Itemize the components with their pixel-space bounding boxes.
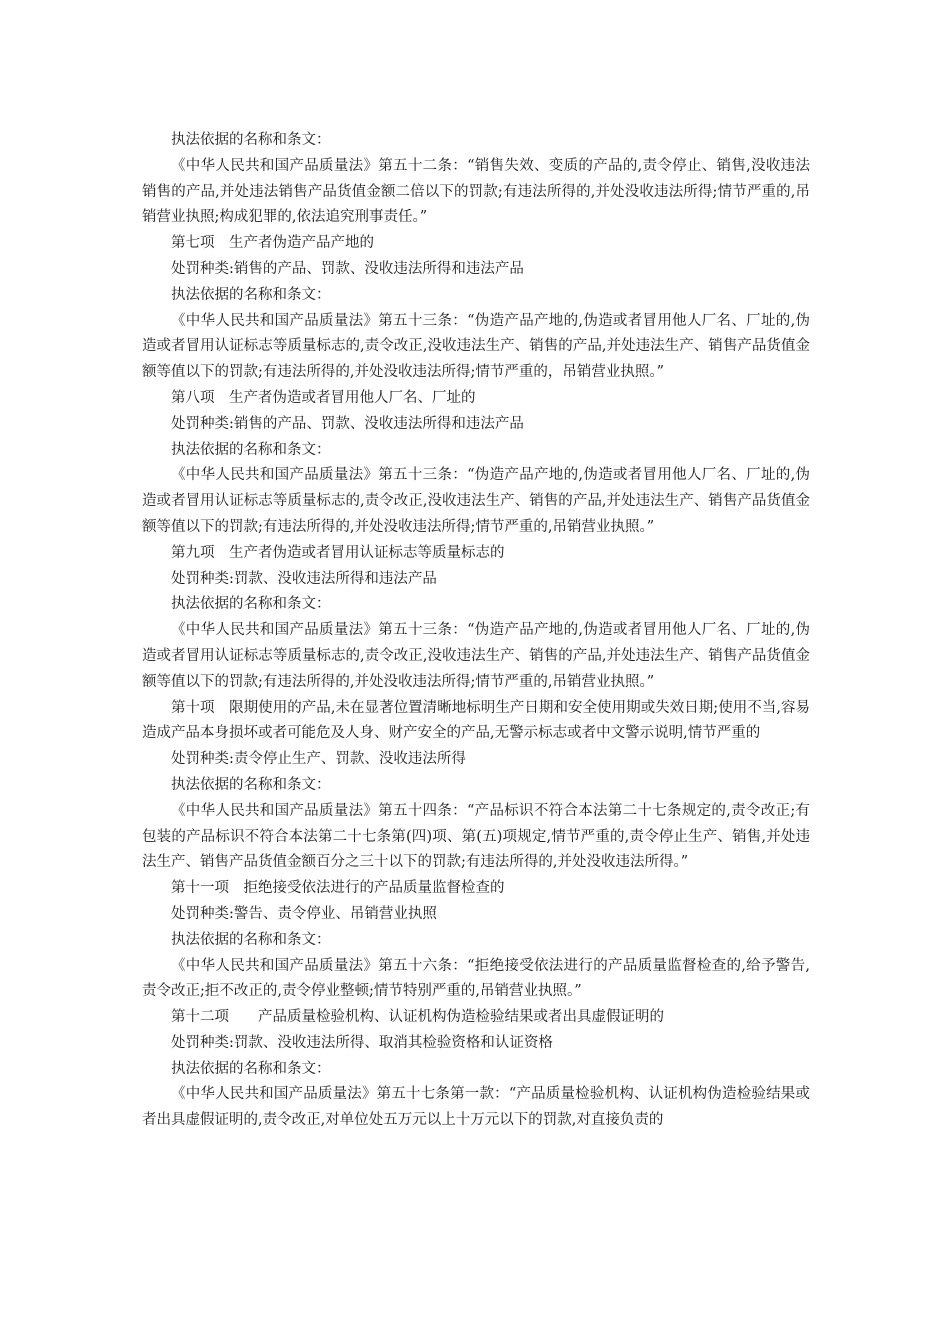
item-heading: 第十一项 拒绝接受依法进行的产品质量监督检查的: [171, 880, 505, 897]
paragraph: 《中华人民共和国产品质量法》第五十三条：“伪造产品产地的,伪造或者冒用他人厂名、厂址的,伪造或者冒用认证标志等质量标志的,责令改正,没收违法生产、销售的产品,并处违法生产、销售产品货值金额等值以下的罚款;有违法所得的,并处没收违法所得;情节严重的,吊销营业执照。”: [142, 622, 810, 690]
item-heading: 第九项 生产者伪造或者冒用认证标志等质量标志的: [171, 544, 505, 561]
item-heading: 第十项 限期使用的产品,未在显著位置清晰地标明生产日期和安全使用期或失效日期;使用不当,容易造成产品本身损坏或者可能危及人身、财产安全的产品,无警示标志或者中文警示说明,情节严重的: [142, 699, 810, 742]
paragraph: 执法依据的名称和条文：: [171, 931, 331, 948]
document-body: [142, 128, 810, 1134]
paragraph: 《中华人民共和国产品质量法》第五十三条：“伪造产品产地的,伪造或者冒用他人厂名、厂址的,伪造或者冒用认证标志等质量标志的,责令改正,没收违法生产、销售的产品,并处违法生产、销售产品货值金额等值以下的罚款;有违法所得的,并处没收违法所得;情节严重的,吊销营业执照。”: [142, 467, 810, 535]
paragraph: 处罚种类:警告、责令停业、吊销营业执照: [171, 905, 437, 922]
paragraph: 执法依据的名称和条文：: [171, 596, 331, 613]
paragraph: 处罚种类:销售的产品、罚款、没收违法所得和违法产品: [171, 415, 524, 432]
item-heading: 第七项 生产者伪造产品产地的: [171, 235, 374, 252]
paragraph: 《中华人民共和国产品质量法》第五十三条：“伪造产品产地的,伪造或者冒用他人厂名、厂址的,伪造或者冒用认证标志等质量标志的,责令改正,没收违法生产、销售的产品,并处违法生产、销售产品货值金额等值以下的罚款;有违法所得的,并处没收违法所得;情节严重的，吊销营业执照。”: [142, 312, 810, 381]
paragraph: 《中华人民共和国产品质量法》第五十二条：“销售失效、变质的产品的,责令停止、销售,没收违法销售的产品,并处违法销售产品货值金额二倍以下的罚款;有违法所得的,并处没收违法所得;情节严重的,吊销营业执照;构成犯罪的,依法追究刑事责任。”: [142, 157, 810, 226]
paragraph: 《中华人民共和国产品质量法》第五十六条：“拒绝接受依法进行的产品质量监督检查的,给予警告,责令改正;拒不改正的,责令停业整顿;情节特别严重的,吊销营业执照。”: [142, 957, 810, 1000]
paragraph: 执法依据的名称和条文：: [171, 441, 331, 458]
paragraph: 处罚种类:销售的产品、罚款、没收违法所得和违法产品: [171, 260, 524, 277]
paragraph: 处罚种类:罚款、没收违法所得和违法产品: [171, 570, 437, 587]
paragraph: 处罚种类:责令停止生产、罚款、没收违法所得: [171, 751, 466, 768]
item-heading: 第十二项 产品质量检验机构、认证机构伪造检验结果或者出具虚假证明的: [171, 1009, 664, 1026]
paragraph: 执法依据的名称和条文：: [171, 132, 331, 148]
paragraph: 《中华人民共和国产品质量法》第五十七条第一款：“产品质量检验机构、认证机构伪造检验结果或者出具虚假证明的,责令改正,对单位处五万元以上十万元以下的罚款,对直接负责的: [142, 1086, 810, 1129]
paragraph: 处罚种类:罚款、没收违法所得、取消其检验资格和认证资格: [171, 1034, 553, 1051]
paragraph: 执法依据的名称和条文：: [171, 776, 331, 793]
item-heading: 第八项 生产者伪造或者冒用他人厂名、厂址的: [171, 389, 476, 406]
paragraph: 执法依据的名称和条文：: [171, 1060, 331, 1077]
paragraph: 执法依据的名称和条文：: [171, 286, 331, 303]
paragraph: 《中华人民共和国产品质量法》第五十四条：“产品标识不符合本法第二十七条规定的,责令改正;有包装的产品标识不符合本法第二十七条第(四)项、第(五)项规定,情节严重的,责令停止生产、销售,并处违法生产、销售产品货值金额百分之三十以下的罚款;有违法所得的,并处没收违法所得。”: [142, 802, 810, 871]
